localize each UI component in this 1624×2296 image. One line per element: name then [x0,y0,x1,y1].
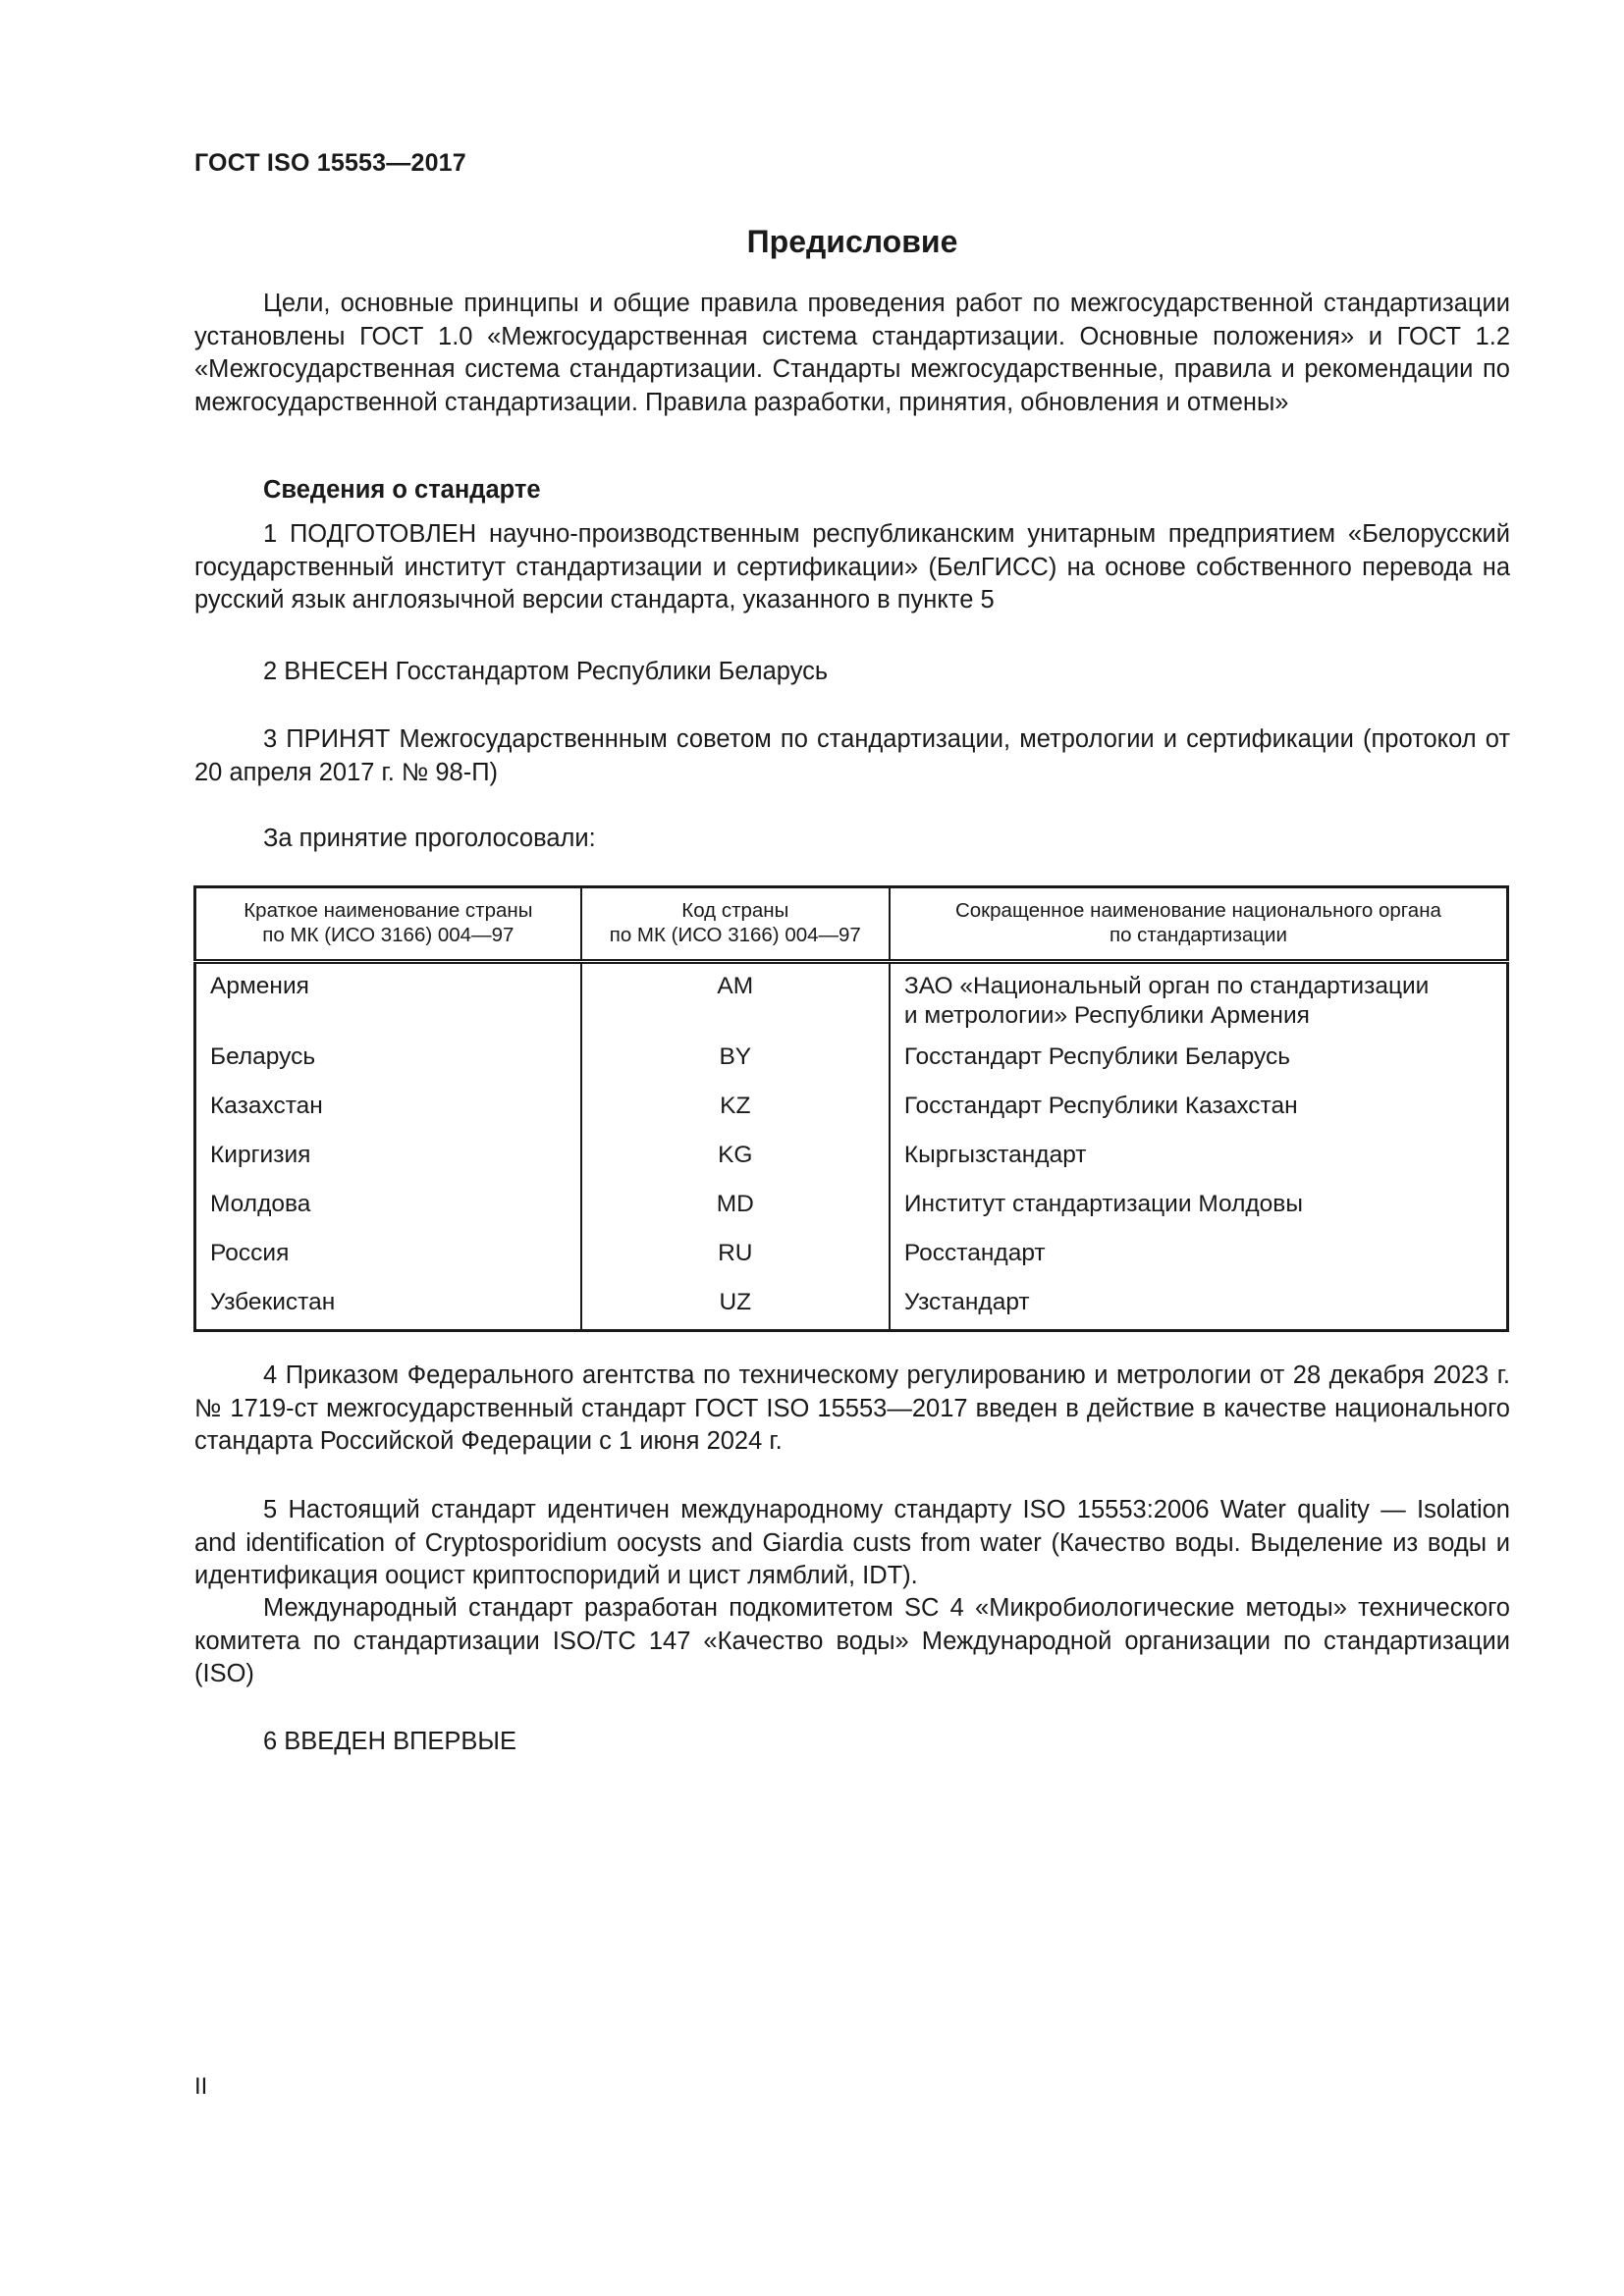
item-1-prepared: 1 ПОДГОТОВЛЕН научно-производственным республиканским унитарным предприятием «Белорусский государственный институт стандартизации и сертификации» (БелГИСС) на основе собственного перевода на русский язык англоязычной версии стандарта, указанного в пункте 5 [194,520,1510,614]
cell-body: Росстандарт [890,1239,1508,1288]
table-row [195,1042,1508,1092]
cell-body: Институт стандартизации Молдовы [890,1190,1508,1239]
page-number: II [194,2073,208,2100]
cell-code: KZ [581,1092,890,1141]
table-row [195,1190,1508,1239]
voted-label: За принятие проголосовали: [263,825,596,852]
cell-code: RU [581,1239,890,1288]
voting-countries-table [193,885,1509,1332]
cell-body: Госстандарт Республики Казахстан [890,1092,1508,1141]
cell-body: Узстандарт [890,1288,1508,1331]
document-code: ГОСТ ISO 15553—2017 [194,149,466,177]
cell-body: ЗАО «Национальный орган по стандартизации и метрологии» Республики Армения [890,962,1508,1043]
cell-code: BY [581,1042,890,1092]
cell-body: Кыргызстандарт [890,1141,1508,1190]
cell-country: Молдова [210,1191,311,1217]
page-title: Предисловие [746,224,958,259]
table-row [195,962,1508,1043]
item-5-identical: 5 Настоящий стандарт идентичен международному стандарту ISO 15553:2006 Water quality — Isolation and identification of Cryptosporidium oocysts and Giardia custs from water (Качество воды. Выделение из воды и идентификация ооцист криптоспоридий и цист лямблий, IDT). [194,1496,1510,1589]
section-heading: Сведения о стандарте [263,476,541,504]
cell-country: Армения [210,973,309,999]
header-country: Краткое наименование страны по МК (ИСО 3166) 004—97 [195,887,581,962]
header-code: Код страны по МК (ИСО 3166) 004—97 [581,887,890,962]
item-2-submitted: 2 ВНЕСЕН Госстандартом Республики Беларусь [263,658,829,685]
table-row [195,1092,1508,1141]
item-4-order: 4 Приказом Федерального агентства по техническому регулированию и метрологии от 28 декабря 2023 г. № 1719-ст межгосударственный стандарт ГОСТ ISO 15553—2017 введен в действие в качестве национального стандарта Российской Федерации с 1 июня 2024 г. [194,1362,1510,1455]
item-6-introduced: 6 ВВЕДЕН ВПЕРВЫЕ [263,1728,517,1755]
header-body: Сокращенное наименование национального органа по стандартизации [890,887,1508,962]
table-row [195,1239,1508,1288]
intro-paragraph: Цели, основные принципы и общие правила проведения работ по межгосударственной стандартизации установлены ГОСТ 1.0 «Межгосударственная система стандартизации. Основные положения» и ГОСТ 1.2 «Межгосударственная система стандартизации. Стандарты межгосударственные, правила и рекомендации по межгосударственной стандартизации. Правила разработки, принятия, обновления и отмены» [194,290,1510,416]
table-header-row [195,887,1508,962]
item-3-adopted: 3 ПРИНЯТ Межгосударственнным советом по стандартизации, метрологии и сертификации (протокол от 20 апреля 2017 г. № 98-П) [194,725,1510,786]
cell-body: Госстандарт Республики Беларусь [890,1042,1508,1092]
cell-country: Беларусь [210,1043,316,1070]
cell-country: Киргизия [210,1142,311,1168]
cell-code: UZ [581,1288,890,1331]
cell-code: AM [581,962,890,1043]
cell-country: Узбекистан [210,1289,336,1315]
table-row [195,1141,1508,1190]
cell-country: Казахстан [210,1093,323,1119]
item-5-continuation: Международный стандарт разработан подкомитетом SC 4 «Микробиологические методы» технического комитета по стандартизации ISO/TC 147 «Качество воды» Международной организации по стандартизации (ISO) [194,1594,1510,1687]
table-row [195,1288,1508,1331]
cell-code: MD [581,1190,890,1239]
cell-code: KG [581,1141,890,1190]
cell-country: Россия [210,1240,290,1266]
